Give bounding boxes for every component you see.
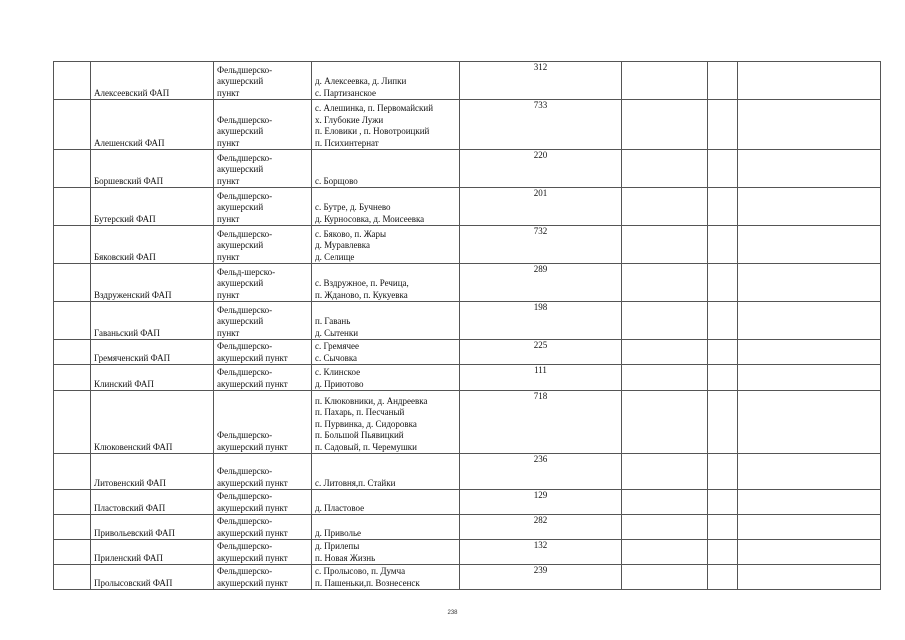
service-area-cell: с. Гремячее с. Сычовка bbox=[312, 340, 460, 365]
service-area-cell: д. Пластовое bbox=[312, 490, 460, 515]
empty-cell bbox=[738, 264, 881, 302]
population-cell: 239 bbox=[460, 565, 622, 590]
empty-cell bbox=[738, 540, 881, 565]
service-area-cell: д. Приволье bbox=[312, 515, 460, 540]
empty-cell bbox=[708, 188, 738, 226]
table-row bbox=[54, 100, 881, 150]
fap-name-cell: Литовенский ФАП bbox=[91, 454, 214, 490]
population-cell: 289 bbox=[460, 264, 622, 302]
row-number-cell bbox=[54, 226, 91, 264]
page-number: 238 bbox=[447, 610, 458, 616]
table-row bbox=[54, 302, 881, 340]
facility-type-cell: Фельдшерско- акушерский пункт bbox=[214, 150, 312, 188]
row-number-cell bbox=[54, 454, 91, 490]
empty-cell bbox=[738, 150, 881, 188]
empty-cell bbox=[708, 365, 738, 391]
fap-table bbox=[53, 61, 881, 590]
facility-type-cell: Фельдшерско- акушерский пункт bbox=[214, 515, 312, 540]
facility-type-cell: Фельд-шерско- акушерский пункт bbox=[214, 264, 312, 302]
service-area-cell: п. Гавань д. Сытенки bbox=[312, 302, 460, 340]
table-row bbox=[54, 62, 881, 100]
service-area-cell: с. Вздружное, п. Речица, п. Жданово, п. Кукуевка bbox=[312, 264, 460, 302]
empty-cell bbox=[708, 540, 738, 565]
empty-cell bbox=[738, 391, 881, 454]
table-row bbox=[54, 365, 881, 391]
facility-type-cell: Фельдшерско- акушерский пункт bbox=[214, 188, 312, 226]
empty-cell bbox=[622, 454, 708, 490]
table-row bbox=[54, 340, 881, 365]
facility-type-cell: Фельдшерско- акушерский пункт bbox=[214, 100, 312, 150]
empty-cell bbox=[622, 302, 708, 340]
fap-name-cell: Пластовский ФАП bbox=[91, 490, 214, 515]
empty-cell bbox=[622, 264, 708, 302]
population-cell: 225 bbox=[460, 340, 622, 365]
row-number-cell bbox=[54, 302, 91, 340]
population-cell: 198 bbox=[460, 302, 622, 340]
empty-cell bbox=[708, 264, 738, 302]
empty-cell bbox=[708, 150, 738, 188]
fap-name-cell: Боршевский ФАП bbox=[91, 150, 214, 188]
row-number-cell bbox=[54, 62, 91, 100]
row-number-cell bbox=[54, 391, 91, 454]
row-number-cell bbox=[54, 188, 91, 226]
table-row bbox=[54, 264, 881, 302]
service-area-cell: с. Бутре, д. Бучнево д. Курносовка, д. Моисеевка bbox=[312, 188, 460, 226]
row-number-cell bbox=[54, 365, 91, 391]
empty-cell bbox=[622, 188, 708, 226]
fap-name-cell: Привольевский ФАП bbox=[91, 515, 214, 540]
row-number-cell bbox=[54, 340, 91, 365]
facility-type-cell: Фельдшерско- акушерский пункт bbox=[214, 490, 312, 515]
fap-name-cell: Бяковский ФАП bbox=[91, 226, 214, 264]
service-area-cell: с. Пролысово, п. Думча п. Пашеньки,п. Вознесенск bbox=[312, 565, 460, 590]
service-area-cell: п. Клюковники, д. Андреевка п. Пахарь, п. Песчаный п. Пурвинка, д. Сидоровка п. Большой Пьявицкий п. Садовый, п. Черемушки bbox=[312, 391, 460, 454]
population-cell: 733 bbox=[460, 100, 622, 150]
population-cell: 111 bbox=[460, 365, 622, 391]
empty-cell bbox=[708, 302, 738, 340]
empty-cell bbox=[708, 515, 738, 540]
empty-cell bbox=[708, 565, 738, 590]
fap-name-cell: Гремяченский ФАП bbox=[91, 340, 214, 365]
row-number-cell bbox=[54, 490, 91, 515]
service-area-cell: с. Литовня,п. Стайки bbox=[312, 454, 460, 490]
service-area-cell: д. Алексеевка, д. Липки с. Партизанское bbox=[312, 62, 460, 100]
population-cell: 282 bbox=[460, 515, 622, 540]
fap-name-cell: Пролысовский ФАП bbox=[91, 565, 214, 590]
population-cell: 732 bbox=[460, 226, 622, 264]
empty-cell bbox=[708, 100, 738, 150]
facility-type-cell: Фельдшерско- акушерский пункт bbox=[214, 340, 312, 365]
service-area-cell: с. Клинское д. Приютово bbox=[312, 365, 460, 391]
table-row bbox=[54, 490, 881, 515]
table-row bbox=[54, 226, 881, 264]
population-cell: 718 bbox=[460, 391, 622, 454]
empty-cell bbox=[622, 391, 708, 454]
row-number-cell bbox=[54, 540, 91, 565]
fap-name-cell: Бутерский ФАП bbox=[91, 188, 214, 226]
table-row bbox=[54, 150, 881, 188]
facility-type-cell: Фельдшерско- акушерский пункт bbox=[214, 391, 312, 454]
facility-type-cell: Фельдшерско- акушерский пункт bbox=[214, 565, 312, 590]
empty-cell bbox=[622, 150, 708, 188]
empty-cell bbox=[622, 62, 708, 100]
facility-type-cell: Фельдшерско- акушерский пункт bbox=[214, 226, 312, 264]
empty-cell bbox=[738, 302, 881, 340]
population-cell: 220 bbox=[460, 150, 622, 188]
row-number-cell bbox=[54, 150, 91, 188]
table-row bbox=[54, 515, 881, 540]
empty-cell bbox=[738, 454, 881, 490]
table-row bbox=[54, 565, 881, 590]
table-row bbox=[54, 391, 881, 454]
row-number-cell bbox=[54, 515, 91, 540]
facility-type-cell: Фельдшерско- акушерский пункт bbox=[214, 454, 312, 490]
service-area-cell: с. Алешинка, п. Первомайский х. Глубокие Лужи п. Еловики , п. Новотроицкий п. Психинтернат bbox=[312, 100, 460, 150]
table-row bbox=[54, 188, 881, 226]
population-cell: 312 bbox=[460, 62, 622, 100]
empty-cell bbox=[622, 226, 708, 264]
population-cell: 132 bbox=[460, 540, 622, 565]
empty-cell bbox=[738, 515, 881, 540]
empty-cell bbox=[708, 226, 738, 264]
service-area-cell: с. Борщово bbox=[312, 150, 460, 188]
fap-name-cell: Вздруженский ФАП bbox=[91, 264, 214, 302]
facility-type-cell: Фельдшерско- акушерский пункт bbox=[214, 62, 312, 100]
empty-cell bbox=[622, 490, 708, 515]
empty-cell bbox=[738, 365, 881, 391]
empty-cell bbox=[622, 565, 708, 590]
fap-name-cell: Гаваньский ФАП bbox=[91, 302, 214, 340]
fap-name-cell: Клюковенский ФАП bbox=[91, 391, 214, 454]
population-cell: 236 bbox=[460, 454, 622, 490]
empty-cell bbox=[738, 100, 881, 150]
empty-cell bbox=[708, 62, 738, 100]
service-area-cell: с. Бяково, п. Жары д. Муравлевка д. Селище bbox=[312, 226, 460, 264]
row-number-cell bbox=[54, 565, 91, 590]
row-number-cell bbox=[54, 100, 91, 150]
service-area-cell: д. Прилепы п. Новая Жизнь bbox=[312, 540, 460, 565]
empty-cell bbox=[622, 340, 708, 365]
fap-name-cell: Клинский ФАП bbox=[91, 365, 214, 391]
facility-type-cell: Фельдшерско- акушерский пункт bbox=[214, 540, 312, 565]
population-cell: 129 bbox=[460, 490, 622, 515]
fap-name-cell: Приленский ФАП bbox=[91, 540, 214, 565]
empty-cell bbox=[738, 565, 881, 590]
fap-name-cell: Алешенский ФАП bbox=[91, 100, 214, 150]
facility-type-cell: Фельдшерско- акушерский пункт bbox=[214, 365, 312, 391]
empty-cell bbox=[738, 188, 881, 226]
empty-cell bbox=[622, 365, 708, 391]
empty-cell bbox=[708, 490, 738, 515]
population-cell: 201 bbox=[460, 188, 622, 226]
empty-cell bbox=[738, 226, 881, 264]
empty-cell bbox=[708, 454, 738, 490]
empty-cell bbox=[738, 490, 881, 515]
table-row bbox=[54, 540, 881, 565]
empty-cell bbox=[708, 340, 738, 365]
empty-cell bbox=[622, 515, 708, 540]
empty-cell bbox=[738, 340, 881, 365]
fap-name-cell: Алексеевский ФАП bbox=[91, 62, 214, 100]
empty-cell bbox=[622, 100, 708, 150]
row-number-cell bbox=[54, 264, 91, 302]
empty-cell bbox=[622, 540, 708, 565]
table-row bbox=[54, 454, 881, 490]
empty-cell bbox=[738, 62, 881, 100]
empty-cell bbox=[708, 391, 738, 454]
facility-type-cell: Фельдшерско- акушерский пункт bbox=[214, 302, 312, 340]
